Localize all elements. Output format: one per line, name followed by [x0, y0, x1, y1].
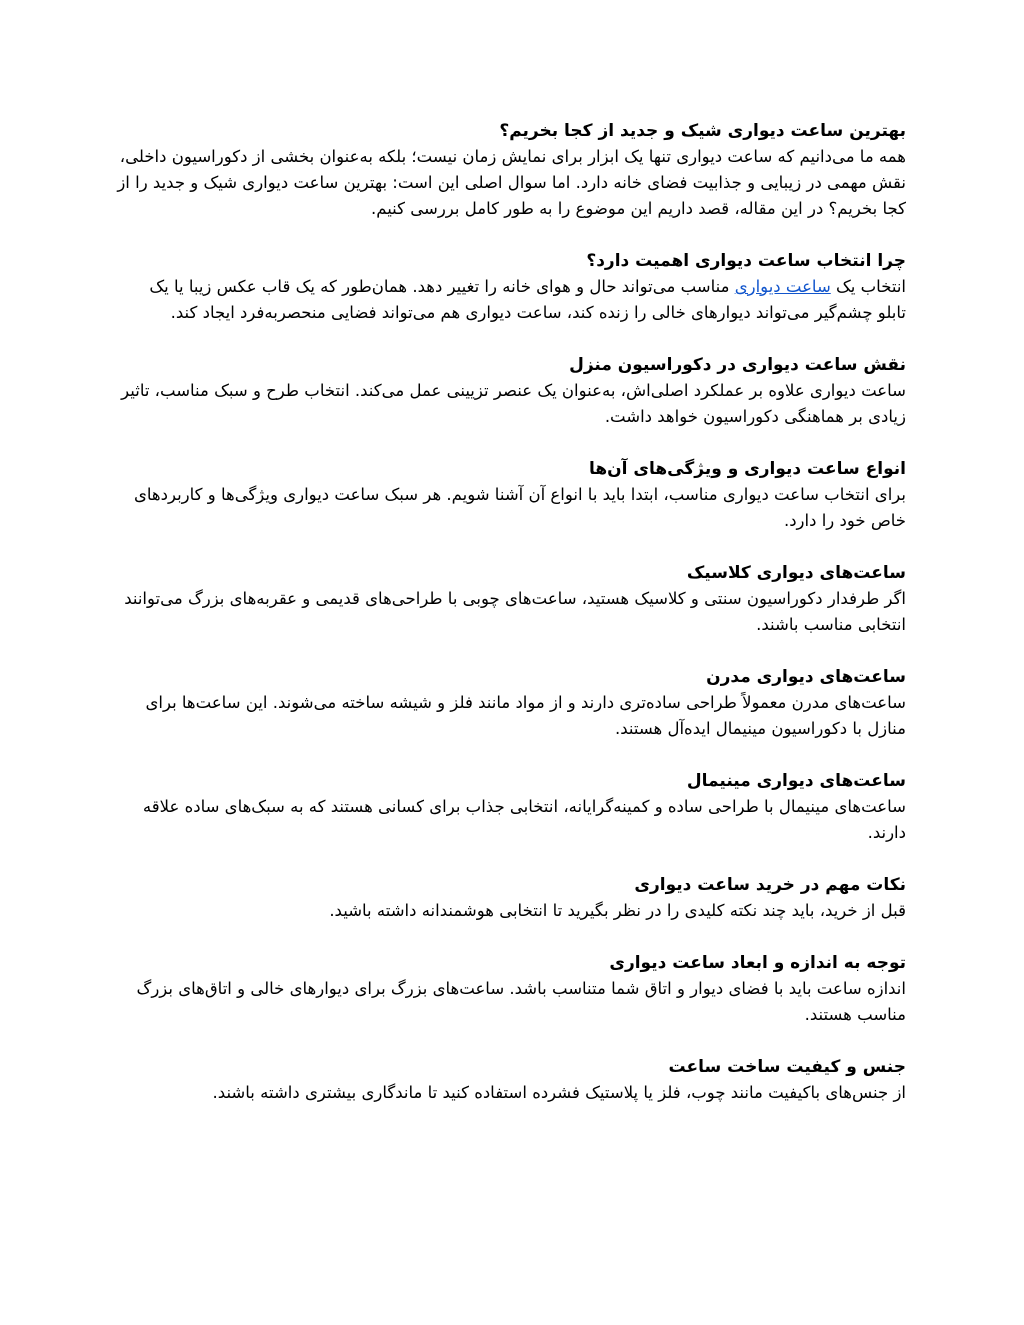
section-heading: چرا انتخاب ساعت دیواری اهمیت دارد؟	[586, 251, 906, 271]
section-heading: ساعت‌های دیواری مینیمال	[686, 771, 906, 791]
section-heading: جنس و کیفیت ساخت ساعت	[668, 1057, 906, 1077]
section-decoration-role	[116, 352, 906, 430]
article-title: بهترین ساعت دیواری شیک و جدید از کجا بخریم؟	[499, 121, 906, 141]
section-modern	[116, 664, 906, 742]
section-paragraph: ساعت‌های مینیمال با طراحی ساده و کمینه‌گرایانه، انتخابی جذاب برای کسانی هستند که به سبک‌های ساده علاقه دارند.	[142, 797, 906, 842]
section-size	[116, 950, 906, 1028]
section-paragraph: اندازه ساعت باید با فضای دیوار و اتاق شما متناسب باشد. ساعت‌های بزرگ برای دیوارهای خالی و اتاق‌های بزرگ مناسب هستند.	[136, 979, 906, 1024]
paragraph-text-after-link: مناسب می‌تواند حال و هوای خانه را تغییر دهد. همان‌طور که یک قاب عکس زیبا یا یک تابلو چشم‌گیر می‌تواند دیوارهای خالی را زنده کند، ساعت دیواری هم می‌تواند فضایی منحصربه‌فرد ایجاد کند.	[149, 277, 906, 322]
section-material	[116, 1054, 906, 1106]
section-paragraph: ساعت دیواری علاوه بر عملکرد اصلی‌اش، به‌عنوان یک عنصر تزیینی عمل می‌کند. انتخاب طرح و سبک مناسب، تاثیر زیادی بر هماهنگی دکوراسیون خواهد داشت.	[121, 381, 906, 426]
section-heading: توجه به اندازه و ابعاد ساعت دیواری	[609, 953, 906, 973]
section-paragraph	[116, 274, 906, 326]
section-paragraph: قبل از خرید، باید چند نکته کلیدی را در نظر بگیرید تا انتخابی هوشمندانه داشته باشید.	[329, 901, 906, 920]
wall-clock-link[interactable]: ساعت دیواری	[734, 277, 831, 296]
section-paragraph: ساعت‌های مدرن معمولاً طراحی ساده‌تری دارند و از مواد مانند فلز و شیشه ساخته می‌شوند. این ساعت‌ها برای منازل با دکوراسیون مینیمال ایده‌آل هستند.	[145, 693, 906, 738]
section-heading: نقش ساعت دیواری در دکوراسیون منزل	[569, 355, 906, 375]
section-importance	[116, 248, 906, 326]
section-heading: انواع ساعت دیواری و ویژگی‌های آن‌ها	[588, 459, 906, 479]
section-heading: ساعت‌های دیواری مدرن	[706, 667, 906, 687]
paragraph-text-before-link: انتخاب یک	[830, 277, 906, 296]
section-paragraph: اگر طرفدار دکوراسیون سنتی و کلاسیک هستید، ساعت‌های چوبی با طراحی‌های قدیمی و عقربه‌های بزرگ می‌توانند انتخابی مناسب باشند.	[124, 589, 906, 634]
section-paragraph: از جنس‌های باکیفیت مانند چوب، فلز یا پلاستیک فشرده استفاده کنید تا ماندگاری بیشتری داشته باشند.	[212, 1083, 906, 1102]
section-types	[116, 456, 906, 534]
section-classic	[116, 560, 906, 638]
section-heading: ساعت‌های دیواری کلاسیک	[686, 563, 906, 583]
section-heading: نکات مهم در خرید ساعت دیواری	[634, 875, 906, 895]
intro-paragraph: همه ما می‌دانیم که ساعت دیواری تنها یک ابزار برای نمایش زمان نیست؛ بلکه به‌عنوان بخشی از دکوراسیون داخلی، نقش مهمی در زیبایی و جذابیت فضای خانه دارد. اما سوال اصلی این است: بهترین ساعت دیواری شیک و جدید را از کجا بخریم؟ در این مقاله، قصد داریم این موضوع را به طور کامل بررسی کنیم.	[117, 147, 906, 218]
section-intro	[116, 118, 906, 222]
section-buying-tips	[116, 872, 906, 924]
section-minimal	[116, 768, 906, 846]
article	[116, 118, 906, 1132]
section-paragraph: برای انتخاب ساعت دیواری مناسب، ابتدا باید با انواع آن آشنا شویم. هر سبک ساعت دیواری ویژگی‌ها و کاربردهای خاص خود را دارد.	[133, 485, 906, 530]
